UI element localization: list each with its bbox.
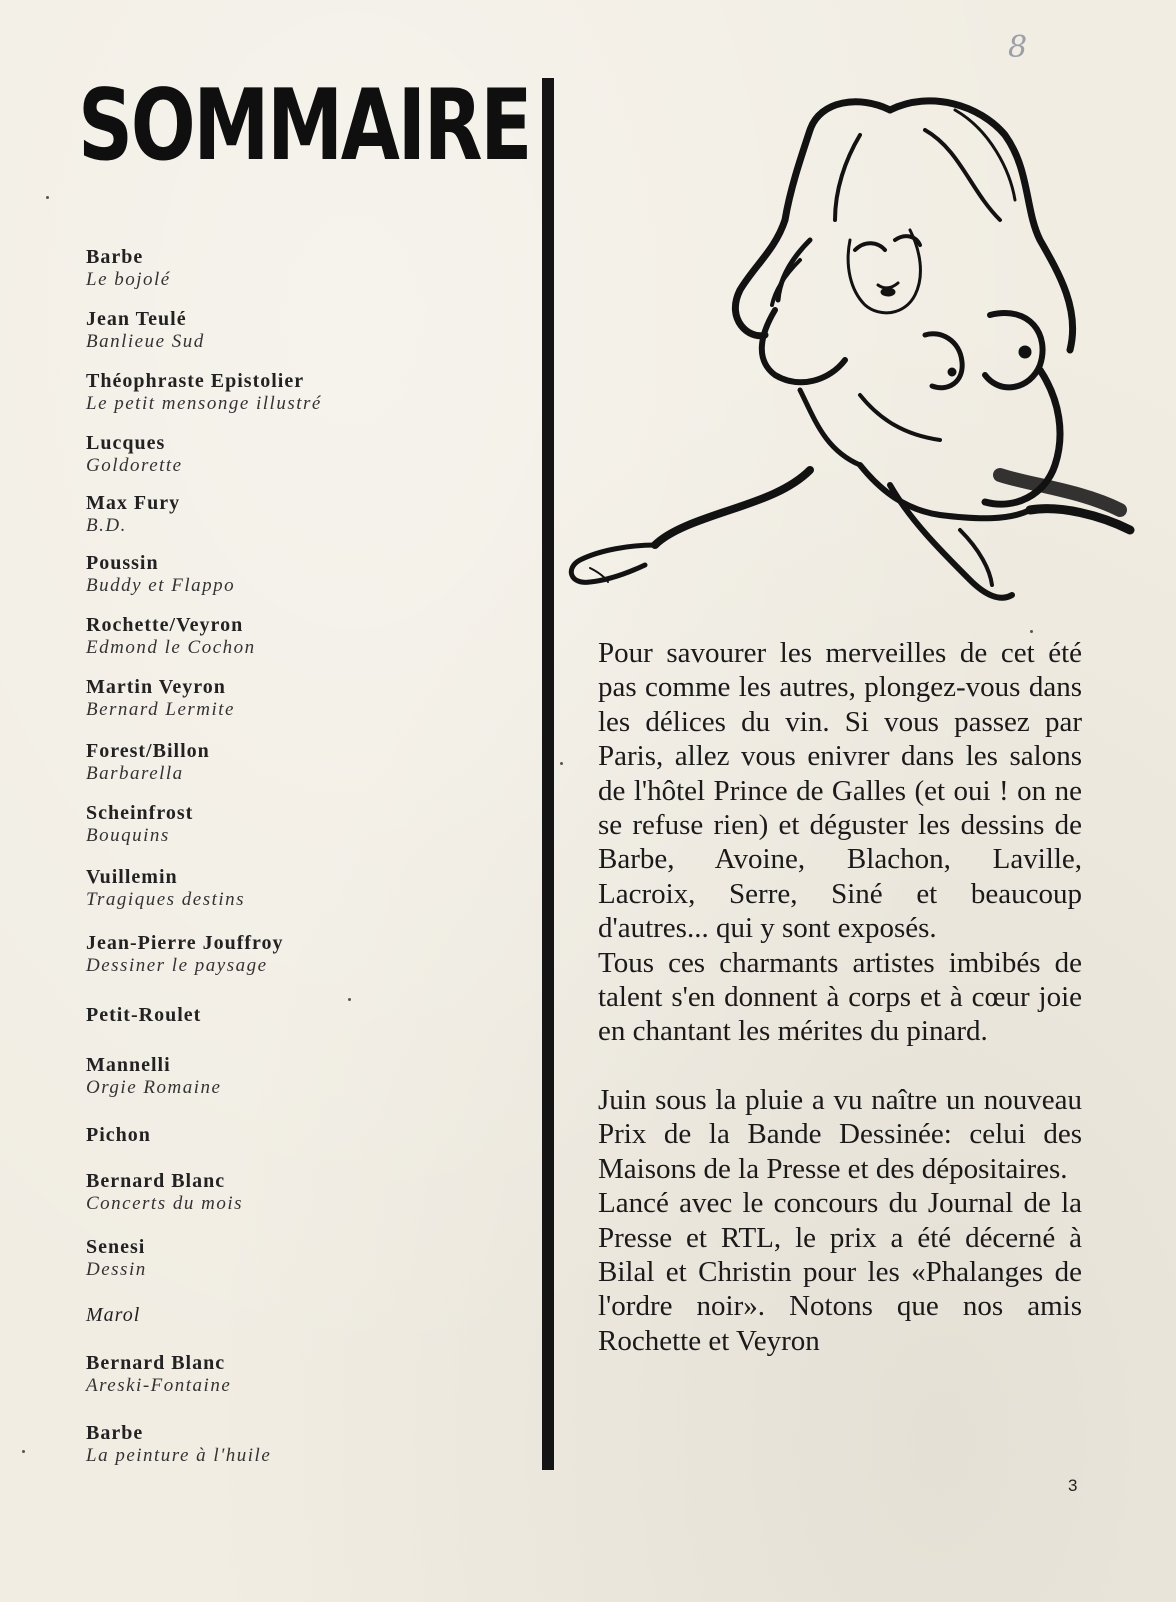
toc-entry	[86, 1124, 151, 1146]
toc-entry	[86, 492, 180, 538]
toc-entry	[86, 1236, 147, 1282]
nude-woman-illustration	[560, 90, 1150, 620]
toc-work: Areski-Fontaine	[86, 1375, 232, 1396]
toc-author: Mannelli	[86, 1054, 171, 1076]
toc-entry	[86, 866, 245, 912]
toc-work: Barbarella	[86, 763, 184, 784]
toc-entry	[86, 246, 171, 292]
toc-author: Poussin	[86, 552, 159, 574]
toc-entry	[86, 1422, 271, 1468]
print-speck	[22, 1450, 25, 1453]
page-number: 3	[1068, 1476, 1078, 1495]
toc-entry	[86, 676, 235, 722]
toc-entry	[86, 308, 205, 354]
toc-entry	[86, 1054, 221, 1100]
toc-work: B.D.	[86, 515, 127, 536]
column-divider	[542, 78, 554, 1470]
toc-author: Jean-Pierre Jouffroy	[86, 932, 284, 954]
toc-entry	[86, 1304, 140, 1326]
toc-entry	[86, 802, 193, 848]
toc-work: Concerts du mois	[86, 1193, 243, 1214]
handwritten-page-number: 8	[1008, 30, 1030, 65]
editorial-paragraph: Pour savourer les merveilles de cet été pas comme les autres, plongez-vous dans les délices du vin. Si vous passez par Paris, allez vous enivrer dans les salons de l'hôtel Prince de Galles (et oui ! on ne se refuse rien) et déguster les dessins de Barbe, Avoine, Blachon, Laville, Lacroix, Serre, Siné et beaucoup d'autres... qui y sont exposés.	[598, 637, 1082, 945]
toc-work: Buddy et Flappo	[86, 575, 236, 596]
toc-entry	[86, 740, 210, 786]
toc-author: Marol	[86, 1304, 141, 1326]
editorial-text	[598, 636, 1082, 1358]
editorial-paragraph: Tous ces charmants artistes imbibés de talent s'en donnent à corps et à cœur joie en chantant les mérites du pinard.	[598, 946, 1082, 1048]
toc-work: Edmond le Cochon	[86, 637, 256, 658]
toc-author: Bernard Blanc	[86, 1170, 226, 1192]
toc-author: Bernard Blanc	[86, 1352, 226, 1374]
toc-work: Orgie Romaine	[86, 1077, 222, 1098]
toc-author: Barbe	[86, 246, 144, 268]
print-speck	[46, 196, 49, 199]
toc-entry	[86, 1004, 201, 1026]
toc-author: Forest/Billon	[86, 740, 210, 762]
toc-work: Dessiner le paysage	[86, 955, 268, 976]
toc-entry	[86, 932, 284, 978]
toc-entry	[86, 432, 183, 478]
toc-work: Bouquins	[86, 825, 170, 846]
toc-author: Vuillemin	[86, 866, 178, 888]
print-speck	[560, 762, 563, 765]
editorial-paragraph: Juin sous la pluie a vu naître un nouveau Prix de la Bande Dessinée: celui des Maisons de la Presse et des dépositaires.	[598, 1083, 1082, 1185]
toc-author: Max Fury	[86, 492, 181, 514]
toc-author: Pichon	[86, 1124, 151, 1146]
toc-author: Barbe	[86, 1422, 144, 1444]
editorial-paragraph: Lancé avec le concours du Journal de la Presse et RTL, le prix a été décerné à Bilal et Christin pour les «Phalanges de l'ordre noir». Notons que nos amis Rochette et Veyron	[598, 1187, 1082, 1357]
toc-work: La peinture à l'huile	[86, 1445, 272, 1466]
toc-author: Lucques	[86, 432, 166, 454]
toc-author: Jean Teulé	[86, 308, 187, 330]
toc-work: Le bojolé	[86, 269, 171, 290]
toc-work: Banlieue Sud	[86, 331, 205, 352]
toc-author: Rochette/Veyron	[86, 614, 244, 636]
page-title: SOMMAIRE	[78, 69, 531, 183]
toc-author: Senesi	[86, 1236, 146, 1258]
toc-entry	[86, 370, 322, 416]
print-speck	[1030, 630, 1033, 633]
print-speck	[348, 998, 351, 1001]
toc-author: Théophraste Epistolier	[86, 370, 305, 392]
toc-work: Tragiques destins	[86, 889, 246, 910]
toc-entry	[86, 552, 235, 598]
toc-work: Goldorette	[86, 455, 183, 476]
toc-author: Scheinfrost	[86, 802, 194, 824]
toc-entry	[86, 1170, 243, 1216]
toc-work: Bernard Lermite	[86, 699, 235, 720]
toc-entry	[86, 614, 256, 660]
toc-author: Petit-Roulet	[86, 1004, 202, 1026]
toc-entry	[86, 1352, 231, 1398]
toc-author: Martin Veyron	[86, 676, 226, 698]
toc-work: Dessin	[86, 1259, 147, 1280]
toc-work: Le petit mensonge illustré	[86, 393, 322, 414]
